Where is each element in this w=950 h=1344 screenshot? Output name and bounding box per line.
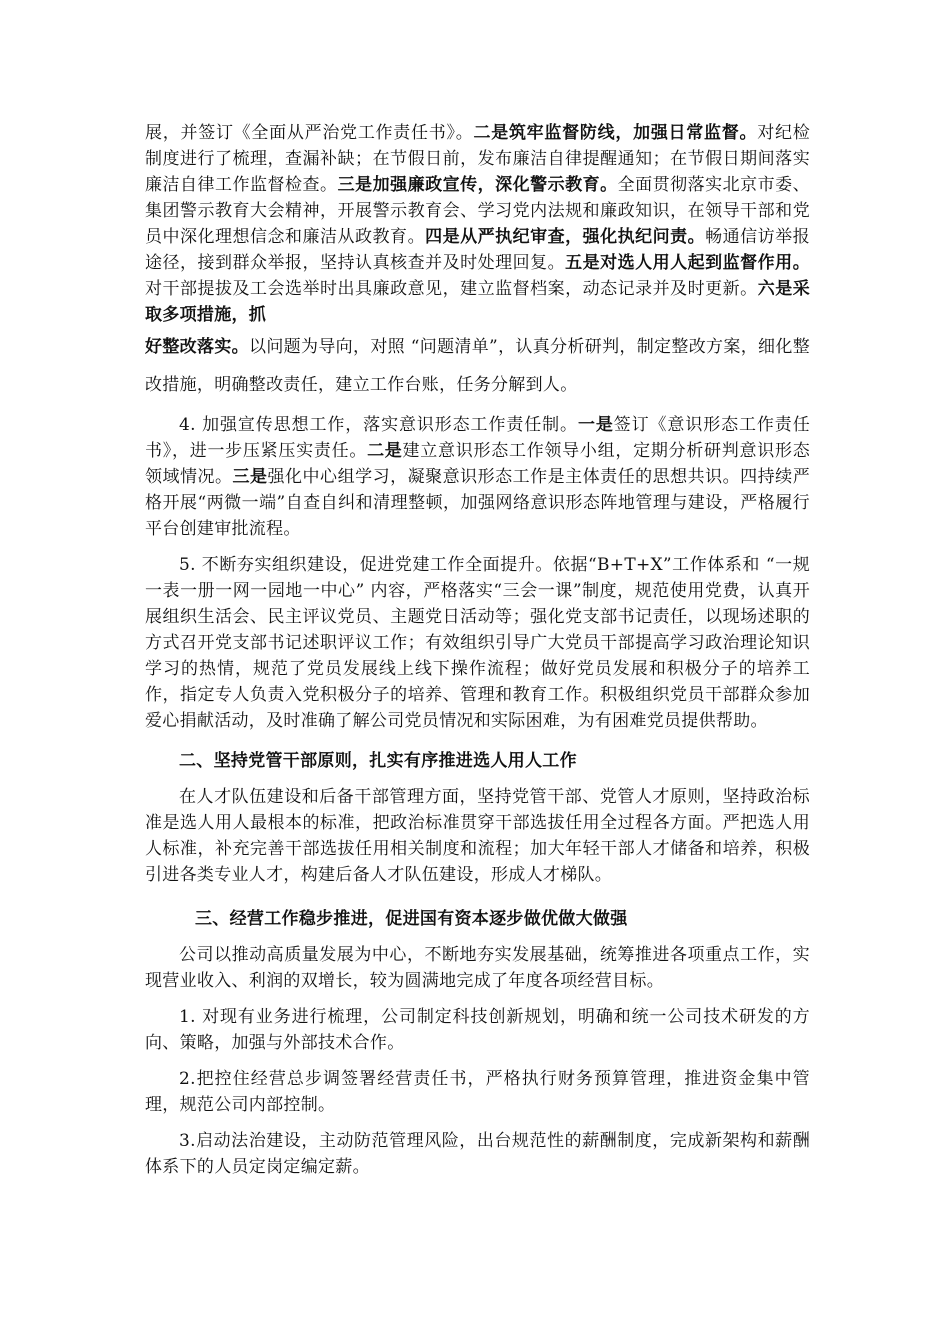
- paragraph-discipline: [145, 120, 810, 328]
- text-run: 4. 加强宣传思想工作，落实意识形态工作责任制。: [179, 415, 578, 435]
- paragraph-organization: 5. 不断夯实组织建设，促进党建工作全面提升。依据“B+T+X”工作体系和 “一规一表一册一网一园地一中心” 内容，严格落实“三会一课”制度，规范使用党费，认真开展组织生活会、民主评议党员、主题党日活动等；强化党支部书记责任，以现场述职的方式召开党支部书记述职评议工作；有效组织引导广大党员干部提高学习政治理论知识学习的热情，规范了党员发展线上线下操作流程；做好党员发展和积极分子的培养工作，指定专人负责入党积极分子的培养、管理和教育工作。积极组织党员干部群众参加爱心捐献活动，及时准确了解公司党员情况和实际困难，为有困难党员提供帮助。: [145, 555, 810, 731]
- paragraph-item-3: 3.启动法治建设，主动防范管理风险，出台规范性的薪酬制度，完成新架构和薪酬体系下的人员定岗定编定薪。: [145, 1131, 810, 1177]
- bold-point-6-cont: 好整改落实。: [145, 337, 249, 357]
- text-run: 全面贯彻落实北京市委、集团警示教育大会精神，开展警示教育会、学习党内法规和廉政知识，在领导干部和党员中深化理想信念和廉洁从政教育。: [145, 175, 810, 247]
- section-heading-3: 三、经营工作稳步推进，促进国有资本逐步做优做大做强: [195, 909, 628, 929]
- bold-point-6: 六是采取多项措施，抓: [145, 279, 810, 325]
- paragraph-rectification: [145, 328, 810, 404]
- paragraph-ideology: [145, 412, 810, 542]
- paragraph-business: 公司以推动高质量发展为中心，不断地夯实发展基础，统筹推进各项重点工作，实现营业收入、利润的双增长，较为圆满地完成了年度各项经营目标。: [145, 945, 810, 991]
- bold-marker: 三是: [232, 467, 268, 487]
- text-run: 展，并签订《全面从严治党工作责任书》。: [145, 123, 474, 143]
- paragraph-talent: 在人才队伍建设和后备干部管理方面，坚持党管干部、党管人才原则，坚持政治标准是选人用人最根本的标准，把政治标准贯穿干部选拔任用全过程各方面。严把选人用人标准，补充完善干部选拔任用相关制度和流程；加大年轻干部人才储备和培养，积极引进各类专业人才，构建后备人才队伍建设，形成人才梯队。: [145, 787, 810, 885]
- text-run: 强化中心组学习，凝聚意识形态工作是主体责任的思想共识。四持续严格开展“两微一端”自查自纠和清理整顿，加强网络意识形态阵地管理与建设，严格履行平台创建审批流程。: [145, 467, 810, 539]
- text-run: 以问题为导向，对照 “问题清单”，认真分析研判，制定整改方案，细化整改措施，明确整改责任，建立工作台账，任务分解到人。: [145, 337, 811, 395]
- paragraph-item-1: 1. 对现有业务进行梳理，公司制定科技创新规划，明确和统一公司技术研发的方向、策略，加强与外部技术合作。: [145, 1007, 810, 1053]
- bold-marker: 二是: [367, 441, 403, 461]
- bold-point-4: 四是从严执纪审查，强化执纪问责。: [425, 227, 706, 247]
- bold-point-2: 二是筑牢监督防线，加强日常监督。: [473, 123, 758, 143]
- document-page: [145, 120, 810, 1180]
- bold-point-5: 五是对选人用人起到监督作用。: [565, 253, 810, 273]
- text-run: 建立意识形态工作领导小组，定期分析研判意识形态领域情况。: [145, 441, 811, 487]
- bold-marker: 一是: [577, 415, 614, 435]
- text-run: 对纪检制度进行了梳理，查漏补缺；在节假日前，发布廉洁自律提醒通知；在节假日期间落实廉洁自律工作监督检查。: [145, 123, 811, 195]
- bold-point-3: 三是加强廉政宣传，深化警示教育。: [337, 175, 618, 195]
- paragraph-item-2: 2.把控住经营总步调签署经营责任书，严格执行财务预算管理，推进资金集中管理，规范公司内部控制。: [145, 1069, 810, 1115]
- text-run: 对干部提拔及工会选举时出具廉政意见，建立监督档案，动态记录并及时更新。: [145, 279, 758, 299]
- section-heading-2: 二、坚持党管干部原则，扎实有序推进选人用人工作: [179, 751, 577, 771]
- text-run: 畅通信访举报途径，接到群众举报，坚持认真核查并及时处理回复。: [145, 227, 810, 273]
- text-run: 签订《意识形态工作责任书》，进一步压紧压实责任。: [145, 415, 810, 461]
